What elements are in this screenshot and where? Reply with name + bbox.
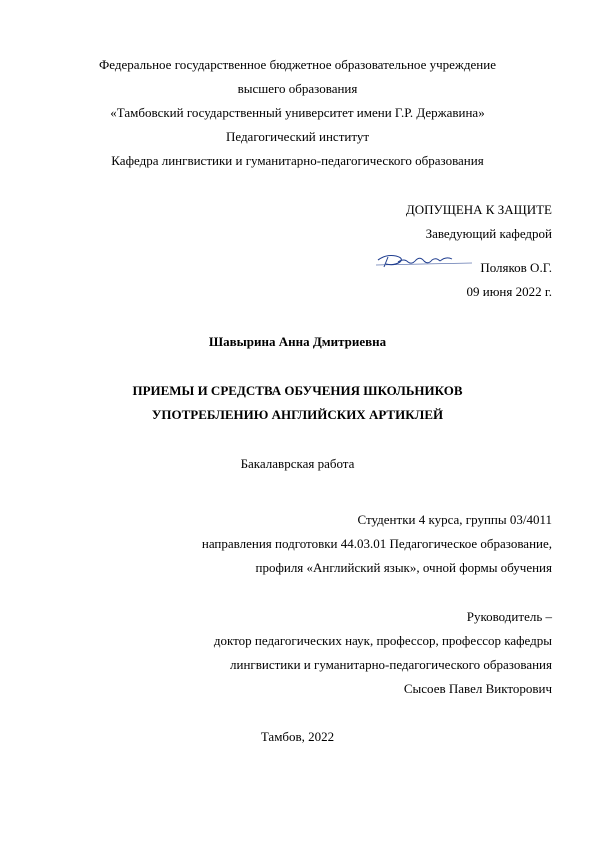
approval-status: ДОПУЩЕНА К ЗАЩИТЕ <box>405 202 552 217</box>
handwritten-signature <box>374 250 474 272</box>
thesis-title-line-1: ПРИЕМЫ И СРЕДСТВА ОБУЧЕНИЯ ШКОЛЬНИКОВ <box>132 383 463 398</box>
author-name: Шавырина Анна Дмитриевна <box>208 334 387 349</box>
student-info-line-2: направления подготовки 44.03.01 Педагогическое образование, <box>201 536 552 551</box>
institute-name: Педагогический институт <box>225 129 370 144</box>
work-type: Бакалаврская работа <box>240 456 355 471</box>
thesis-title-line-2: УПОТРЕБЛЕНИЮ АНГЛИЙСКИХ АРТИКЛЕЙ <box>151 407 444 422</box>
approval-position: Заведующий кафедрой <box>425 226 552 241</box>
institution-line-2: высшего образования <box>237 81 358 96</box>
city-year: Тамбов, 2022 <box>260 729 335 744</box>
student-info-line-1: Студентки 4 курса, группы 03/4011 <box>357 512 552 527</box>
institution-line-1: Федеральное государственное бюджетное образовательное учреждение <box>99 57 496 72</box>
supervisor-label: Руководитель – <box>466 609 552 624</box>
student-info-line-3: профиля «Английский язык», очной формы обучения <box>255 560 552 575</box>
supervisor-line-2: лингвистики и гуманитарно-педагогического образования <box>230 657 552 672</box>
institution-line-3: «Тамбовский государственный университет имени Г.Р. Державина» <box>110 105 485 120</box>
supervisor-name: Сысоев Павел Викторович <box>403 681 552 696</box>
approval-date: 09 июня 2022 г. <box>466 284 552 299</box>
approver-name: Поляков О.Г. <box>480 260 552 275</box>
department-name: Кафедра лингвистики и гуманитарно-педагогического образования <box>111 153 484 168</box>
supervisor-line-1: доктор педагогических наук, профессор, профессор кафедры <box>213 633 552 648</box>
